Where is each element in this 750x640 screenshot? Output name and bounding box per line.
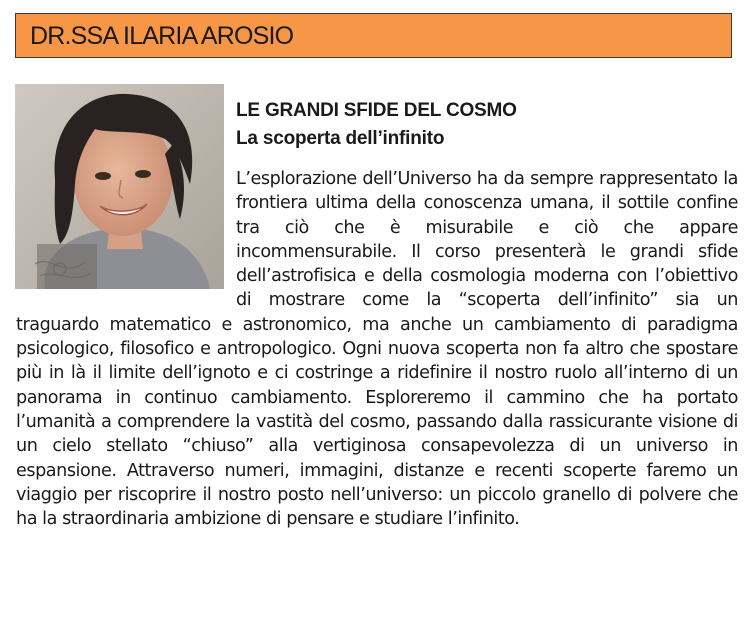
course-description: L’esplorazione dell’Universo ha da sempre rappresentato la frontiera ultima della conoscenza umana, il sottile confine tra ciò che è misurabile e ciò che appare incommensurabile. Il corso presenterà le grandi sfide dell’astrofisica e della cosmologia moderna con l’obiettivo di mostrare come la “scoperta dell’infinito” sia un traguardo matematico e astronomico, ma anche un cambiamento di paradigma psicologico, filosofico e antropologico. Ogni nuova scoperta non fa altro che spostare più in là il limite dell’ignoto e ci costringe a ridefinire il nostro ruolo all’interno di un panorama in continuo cambiamento. Esploreremo il cammino che ha portato l’umanità a comprendere la vastità del cosmo, passando dalla rassicurante visione di un cielo stellato “chiuso” alla vertiginosa consapevolezza di un universo in espansione. Attraverso numeri, immagini, distanze e recenti scoperte faremo un viaggio per riscoprire il nostro posto nell’universo: un piccolo granello di polvere che ha la straordinaria ambizione di pensare e studiare l’infinito. (16, 169, 738, 530)
speaker-name-banner (15, 13, 732, 58)
course-title: LE GRANDI SFIDE DEL COSMO (236, 100, 517, 121)
speaker-name: DR.SSA ILARIA AROSIO (30, 22, 294, 50)
course-heading (236, 97, 736, 153)
course-description-area (16, 167, 738, 531)
course-subtitle: La scoperta dell’infinito (236, 128, 445, 149)
photo-wrap-spacer (16, 167, 236, 304)
